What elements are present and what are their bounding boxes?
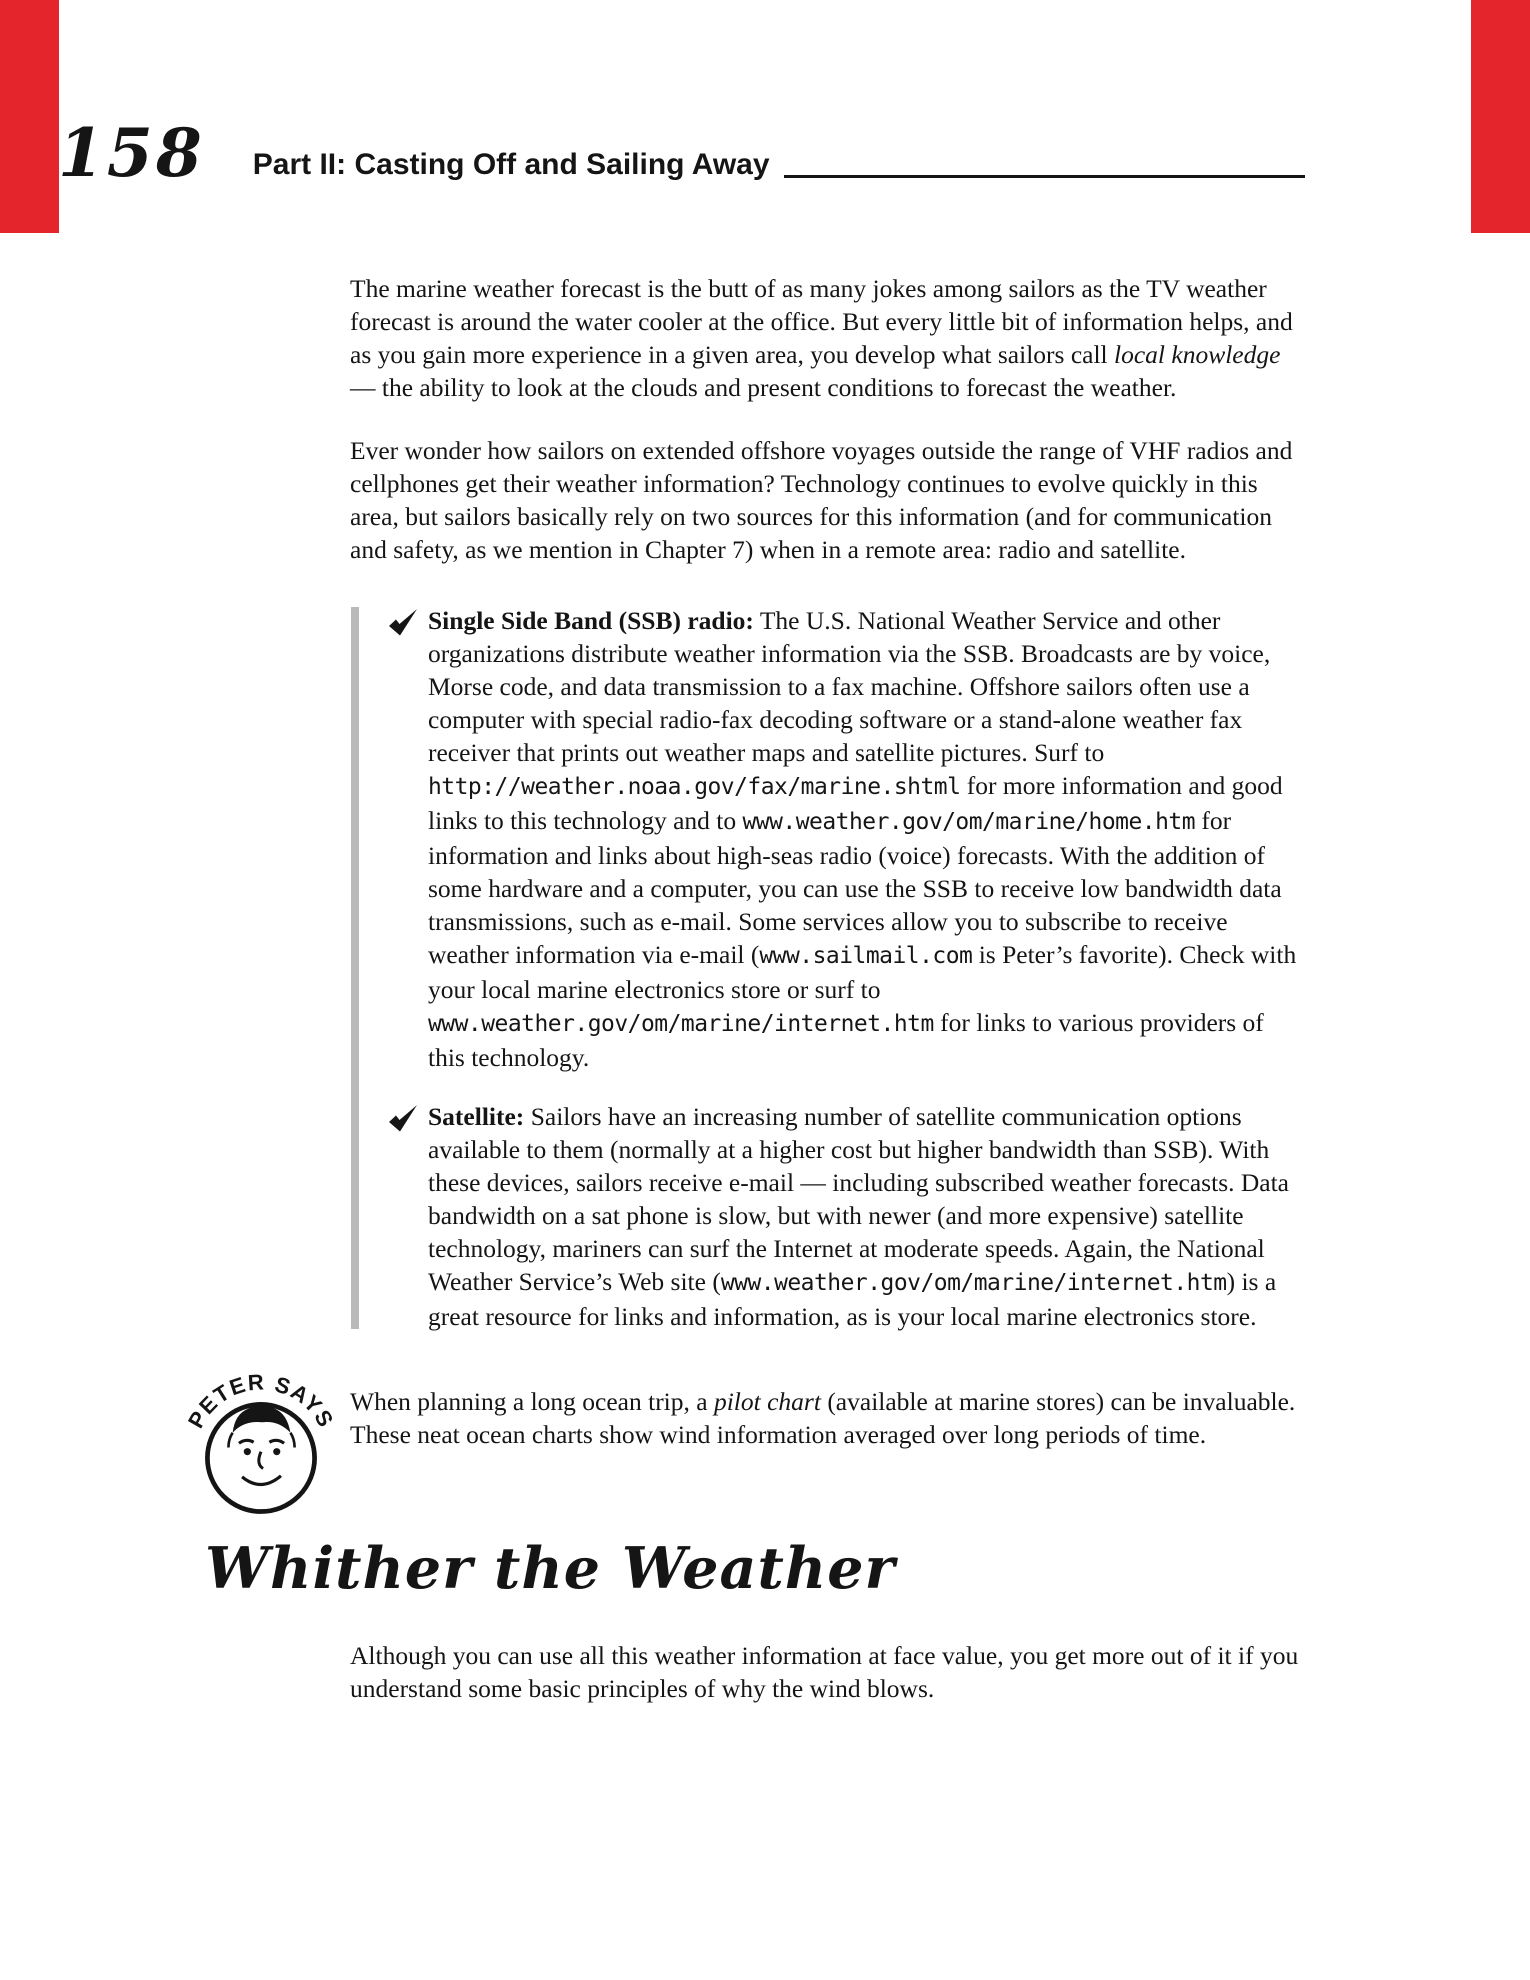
page-number: 158 [58, 114, 205, 192]
bullet-list [350, 604, 1305, 1333]
corner-accent-left [0, 0, 59, 233]
corner-accent-right [1471, 0, 1530, 233]
intro-paragraph-2: Ever wonder how sailors on extended offshore voyages outside the range of VHF radios and cellphones get their weather information? Technology continues to evolve quickly in this area, but sailors basically rely on two sources for this information (and for communication and safety, as we mention in Chapter 7) when in a remote area: radio and satellite. [350, 436, 1293, 564]
bullet-sidebar-bar [351, 607, 359, 1329]
bullet-text: Single Side Band (SSB) radio: The U.S. National Weather Service and other organizations distribute weather information via the SSB. Broadcasts are by voice, Morse code, and data transmission to a fax machine. Offshore sailors often use a computer with special radio-fax decoding software or a stand-alone weather fax receiver that prints out weather maps and satellite pictures. Surf to http://weather.noaa.gov/fax/marine.shtml for more information and good links to this technology and to www.weather.gov/om/marine/home.htm for information and links about high-seas radio (voice) forecasts. With the addition of some hardware and a computer, you can use the SSB to receive low bandwidth data transmissions, such as e-mail. Some services allow you to subscribe to receive weather information via e-mail (www.sailmail.com is Peter’s favorite). Check with your local marine electronics store or surf to www.weather.gov/om/marine/internet.htm for links to various providers of this technology. [428, 606, 1297, 1072]
page-body [0, 272, 1530, 1735]
running-header-title: Part II: Casting Off and Sailing Away [252, 148, 770, 181]
peter-says-paragraph: When planning a long ocean trip, a pilot chart (available at marine stores) can be invaluable. These neat ocean charts show wind information averaged over long periods of time. [350, 1387, 1296, 1449]
intro-paragraph-1: The marine weather forecast is the butt of as many jokes among sailors as the TV weather forecast is around the water cooler at the office. But every little bit of information helps, and as you gain more experience in a given area, you develop what sailors call local knowledge — the ability to look at the clouds and present conditions to forecast the weather. [350, 274, 1293, 402]
peter-says-badge [182, 1355, 340, 1526]
peter-says-block [182, 1369, 1305, 1451]
peter-says-face-icon [182, 1355, 340, 1521]
section-heading: Whither the Weather [205, 1535, 896, 1602]
peter-says-arc-label: PETER SAYS [182, 1369, 340, 1433]
page-header [58, 114, 1305, 192]
bullet-item-satellite [388, 1100, 1305, 1333]
header-rule [784, 175, 1305, 178]
bullet-text: Satellite: Sailors have an increasing number of satellite communication options available to them (normally at a higher cost but higher bandwidth than SSB). With these devices, sailors receive e-mail — including subscribed weather forecasts. Data bandwidth on a sat phone is slow, but with newer (and more expensive) satellite technology, mariners can surf the Internet at moderate speeds. Again, the National Weather Service’s Web site (www.weather.gov/om/marine/internet.htm) is a great resource for links and information, as is your local marine electronics store. [428, 1102, 1289, 1331]
section-intro-paragraph: Although you can use all this weather information at face value, you get more out of it if you understand some basic principles of why the wind blows. [350, 1640, 1299, 1703]
check-arrow-icon [388, 604, 428, 641]
bullet-item-ssb-radio [388, 604, 1305, 1074]
check-arrow-icon [388, 1100, 428, 1137]
